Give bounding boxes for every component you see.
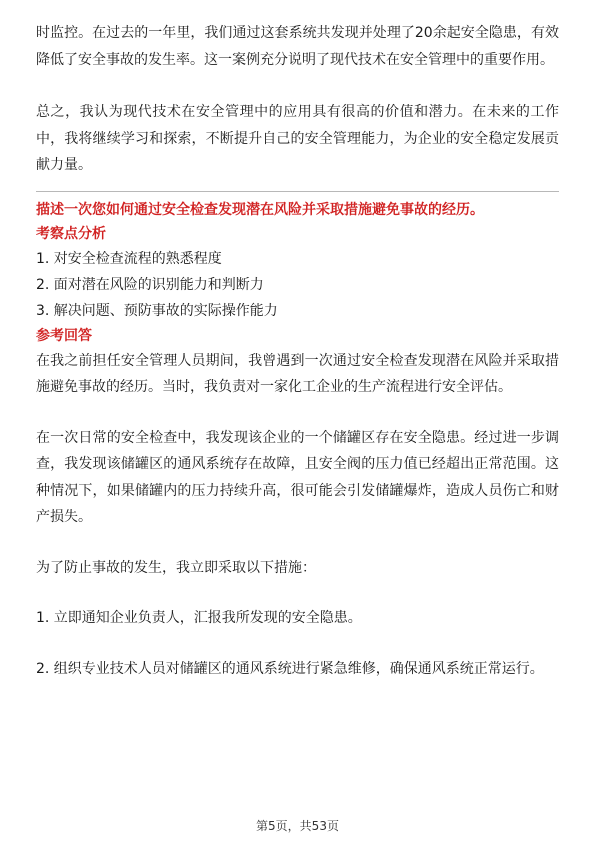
answer-paragraph-5: 2. 组织专业技术人员对储罐区的通风系统进行紧急维修，确保通风系统正常运行。: [36, 660, 544, 677]
question-heading: 描述一次您如何通过安全检查发现潜在风险并采取措施避免事故的经历。: [36, 201, 484, 218]
page-content: [36, 20, 559, 682]
answer-paragraph-3: 为了防止事故的发生，我立即采取以下措施：: [36, 559, 316, 576]
intro-paragraph-1: 时监控。在过去的一年里，我们通过这套系统共发现并处理了20余起安全隐患，有效降低了安全事故的发生率。这一案例充分说明了现代技术在安全管理中的重要作用。: [36, 25, 559, 68]
spacer: [36, 73, 559, 99]
analysis-item-3: 3. 解决问题、预防事故的实际操作能力: [36, 302, 278, 319]
section-divider: [36, 191, 559, 192]
answer-paragraph-1: 在我之前担任安全管理人员期间，我曾遇到一次通过安全检查发现潜在风险并采取措施避免事故的经历。当时，我负责对一家化工企业的生产流程进行安全评估。: [36, 352, 559, 395]
page-number: 第5页，共53页: [256, 819, 339, 833]
answer-paragraph-4: 1. 立即通知企业负责人，汇报我所发现的安全隐患。: [36, 610, 362, 626]
analysis-item-1: 1. 对安全检查流程的熟悉程度: [36, 250, 222, 267]
answer-label: 参考回答: [36, 327, 92, 344]
analysis-label: 考察点分析: [36, 225, 106, 242]
spacer: [36, 401, 559, 425]
intro-paragraph-2: 总之，我认为现代技术在安全管理中的应用具有很高的价值和潜力。在未来的工作中，我将继续学习和探索，不断提升自己的安全管理能力，为企业的安全稳定发展贡献力量。: [36, 104, 559, 173]
answer-paragraph-2: 在一次日常的安全检查中，我发现该企业的一个储罐区存在安全隐患。经过进一步调查，我发现该储罐区的通风系统存在故障，且安全阀的压力值已经超出正常范围。这种情况下，如果储罐内的压力持续升高，很可能会引发储罐爆炸，造成人员伤亡和财产损失。: [36, 429, 559, 525]
spacer: [36, 632, 559, 656]
spacer: [36, 531, 559, 555]
analysis-item-2: 2. 面对潜在风险的识别能力和判断力: [36, 276, 264, 293]
spacer: [36, 581, 559, 605]
